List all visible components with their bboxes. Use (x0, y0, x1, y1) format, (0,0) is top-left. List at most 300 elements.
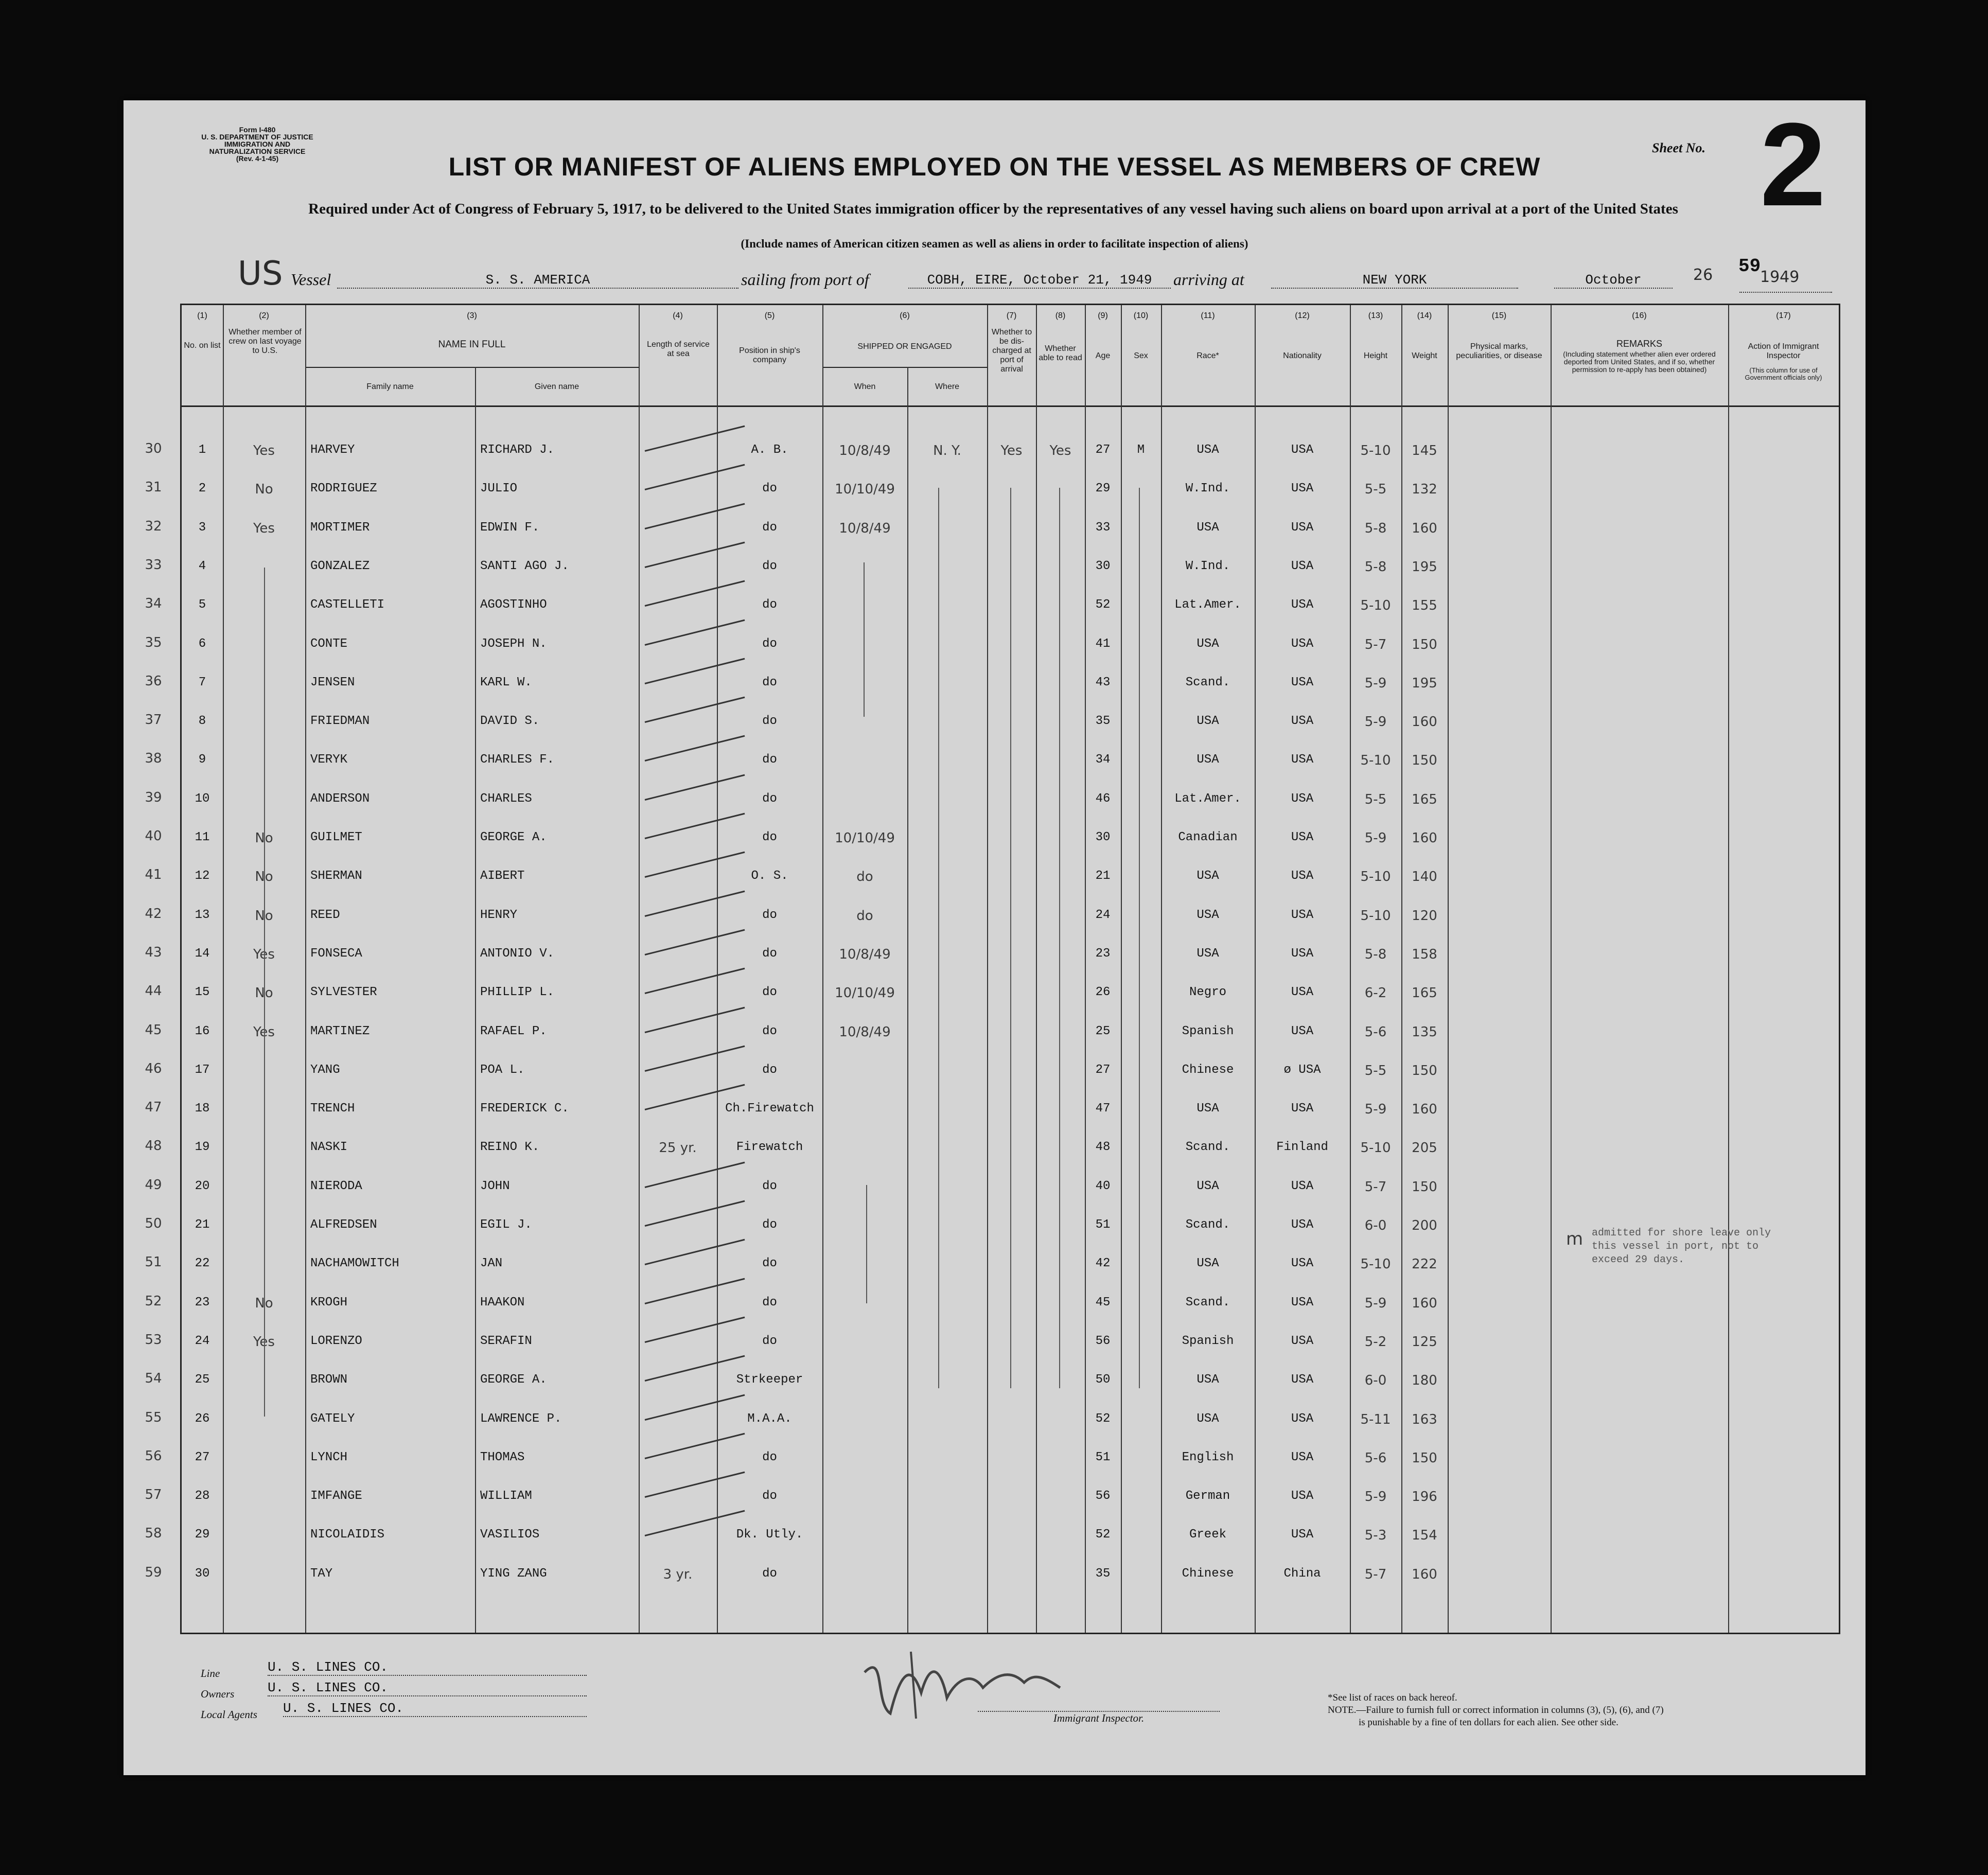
row-reference-number: 45 (145, 1022, 162, 1038)
cell-given: GEORGE A. (480, 830, 547, 844)
remarks-line-2: this vessel in port, not to (1592, 1241, 1759, 1252)
column-divider (639, 305, 640, 1633)
col-5-header: Position in ship's company (739, 346, 800, 364)
row-reference-number: 31 (145, 480, 162, 496)
cell-given: EDWIN F. (480, 520, 540, 535)
cell-given: RICHARD J. (480, 443, 555, 457)
cell-given: JOSEPH N. (480, 636, 547, 651)
cell-no: 6 (198, 636, 206, 651)
cell-height: 5-9 (1364, 1489, 1387, 1505)
cell-given: GEORGE A. (480, 1373, 547, 1387)
cell-nationality: USA (1291, 636, 1314, 651)
cell-height: 5-9 (1364, 830, 1387, 846)
line-label: Line (201, 1667, 220, 1679)
cell-weight: 195 (1412, 675, 1437, 691)
cell-family: LYNCH (310, 1450, 348, 1464)
cell-position: do (762, 830, 777, 844)
cell-position: Firewatch (736, 1140, 803, 1155)
cell-given: AIBERT (480, 869, 525, 883)
cell-nationality: USA (1291, 869, 1314, 883)
cell-weight: 150 (1412, 1063, 1437, 1078)
cell-race: W.Ind. (1185, 559, 1230, 573)
cell-position: do (762, 908, 777, 922)
row-reference-number: 41 (145, 867, 162, 883)
cell-nationality: USA (1291, 1528, 1314, 1542)
cell-no: 5 (198, 598, 206, 612)
cell-age: 50 (1095, 1373, 1111, 1387)
cell-family: FONSECA (310, 946, 362, 961)
cell-no: 7 (198, 675, 206, 689)
column-divider (822, 305, 823, 1633)
cell-given: CHARLES F. (480, 753, 555, 767)
cell-position: do (762, 598, 777, 612)
cell-position: A. B. (751, 443, 788, 457)
cell-weight: 196 (1412, 1489, 1437, 1505)
form-identifier: Form I-480 U. S. DEPARTMENT OF JUSTICE IMMIGRATION AND NATURALIZATION SERVICE (Rev. 4-1-45) (201, 126, 313, 163)
row-reference-number: 57 (145, 1487, 162, 1503)
cell-height: 6-2 (1364, 985, 1387, 1001)
column-divider (987, 305, 988, 1633)
cell-height: 5-10 (1360, 1140, 1391, 1156)
cell-nationality: USA (1291, 908, 1314, 922)
page-reference: 59 (1738, 256, 1761, 277)
arrival-port: NEW YORK (1271, 272, 1518, 289)
col-14-header: Weight (1412, 351, 1437, 360)
row-reference-number: 53 (145, 1332, 162, 1348)
cell-weight: 160 (1412, 1566, 1437, 1582)
cell-age: 34 (1095, 753, 1111, 767)
page-title: LIST OR MANIFEST OF ALIENS EMPLOYED ON THE VESSEL AS MEMBERS OF CREW (448, 152, 1541, 181)
cell-position: Dk. Utly. (736, 1528, 803, 1542)
note-line-2: is punishable by a fine of ten dollars for each alien. See other side. (1359, 1717, 1618, 1728)
cell-nationality: USA (1291, 1373, 1314, 1387)
cell-weight: 180 (1412, 1373, 1437, 1389)
cell-family: NICOLAIDIS (310, 1528, 385, 1542)
crew-table (145, 304, 1840, 1634)
cell-given: EGIL J. (480, 1218, 532, 1232)
cell-race: Scand. (1185, 1218, 1230, 1232)
cell-given: PHILLIP L. (480, 985, 555, 1000)
cell-no: 16 (195, 1024, 210, 1038)
cell-family: NASKI (310, 1140, 348, 1155)
cell-age: 52 (1095, 1411, 1111, 1426)
column-divider (223, 305, 224, 1633)
cell-height: 5-10 (1360, 443, 1391, 458)
col-2-header: Whether member of crew on last voyage to U.S. (228, 328, 302, 355)
cell-nationality: USA (1291, 559, 1314, 573)
cell-given: AGOSTINHO (480, 598, 547, 612)
cell-no: 8 (198, 714, 206, 729)
cell-nationality: USA (1291, 1411, 1314, 1426)
cell-given: WILLIAM (480, 1489, 532, 1503)
cell-last: Yes (253, 1024, 275, 1040)
cell-position: do (762, 791, 777, 806)
arrival-day: 26 (1693, 266, 1713, 284)
cell-race: English (1182, 1450, 1234, 1464)
cell-last: Yes (253, 520, 275, 536)
cell-nationality: USA (1291, 520, 1314, 535)
cell-no: 4 (198, 559, 206, 573)
col-13-header: Height (1363, 351, 1388, 360)
col-17-header: Action of Immigrant Inspector (1748, 342, 1819, 360)
col-12-number: (12) (1295, 311, 1310, 320)
cell-last: Yes (253, 946, 275, 962)
row-reference-number: 59 (145, 1564, 162, 1580)
cell-age: 52 (1095, 1528, 1111, 1542)
cell-position: do (762, 1566, 777, 1581)
cell-service: 3 yr. (663, 1566, 693, 1582)
col-11-number: (11) (1201, 311, 1215, 320)
cell-height: 5-9 (1364, 714, 1387, 730)
cell-age: 30 (1095, 830, 1111, 844)
cell-family: RODRIGUEZ (310, 482, 377, 496)
row-reference-number: 50 (145, 1216, 162, 1231)
cell-position: do (762, 559, 777, 573)
cell-given: KARL W. (480, 675, 532, 689)
col-9-header: Age (1095, 351, 1111, 360)
sheet-label: Sheet No. (1652, 140, 1705, 155)
col-17-subheader: (This column for use of Government officials only) (1745, 366, 1822, 381)
col-16-number: (16) (1632, 311, 1647, 320)
cell-nationality: USA (1291, 1257, 1314, 1271)
row-reference-number: 56 (145, 1448, 162, 1464)
row-reference-number: 58 (145, 1526, 162, 1542)
cell-nationality: USA (1291, 1218, 1314, 1232)
column-divider (1255, 305, 1256, 1633)
column-divider (1350, 305, 1351, 1633)
cell-position: do (762, 1179, 777, 1193)
cell-position: do (762, 636, 777, 651)
cell-no: 17 (195, 1063, 210, 1077)
arriving-label: arriving at (1173, 270, 1244, 289)
cell-given: DAVID S. (480, 714, 540, 729)
cell-height: 5-6 (1364, 1024, 1387, 1040)
cell-family: ALFREDSEN (310, 1218, 377, 1232)
cell-nationality: USA (1291, 675, 1314, 689)
cell-no: 9 (198, 753, 206, 767)
cell-race: Greek (1189, 1528, 1226, 1542)
cell-nationality: USA (1291, 1295, 1314, 1310)
cell-weight: 132 (1412, 482, 1437, 498)
cell-nationality: USA (1291, 1102, 1314, 1116)
cell-weight: 125 (1412, 1334, 1437, 1350)
cell-age: 29 (1095, 482, 1111, 496)
cell-height: 5-7 (1364, 636, 1387, 652)
cell-position: do (762, 1334, 777, 1348)
cell-last: No (255, 908, 273, 924)
cell-age: 27 (1095, 1063, 1111, 1077)
cell-weight: 154 (1412, 1528, 1437, 1544)
cell-weight: 145 (1412, 443, 1437, 458)
cell-height: 5-9 (1364, 1102, 1387, 1118)
cell-race: USA (1197, 946, 1219, 961)
cell-given: CHARLES (480, 791, 532, 806)
cell-family: GONZALEZ (310, 559, 370, 573)
col-11-header: Race* (1197, 351, 1219, 360)
cell-family: MORTIMER (310, 520, 370, 535)
cell-weight: 160 (1412, 1102, 1437, 1118)
cell-when: do (856, 869, 873, 885)
cell-sex: M (1137, 443, 1145, 457)
cell-weight: 200 (1412, 1218, 1437, 1233)
cell-weight: 150 (1412, 636, 1437, 652)
cell-age: 45 (1095, 1295, 1111, 1310)
shipped-header-divider (822, 367, 987, 368)
cell-weight: 160 (1412, 714, 1437, 730)
cell-position: do (762, 1218, 777, 1232)
column-divider (1401, 305, 1402, 1633)
cell-age: 21 (1095, 869, 1111, 883)
cell-position: do (762, 1063, 777, 1077)
row-reference-number: 34 (145, 596, 162, 612)
agents-label: Local Agents (201, 1708, 257, 1721)
cell-age: 27 (1095, 443, 1111, 457)
cell-no: 25 (195, 1373, 210, 1387)
vessel-name: S. S. AMERICA (337, 272, 738, 289)
cell-position: do (762, 946, 777, 961)
subtitle: Required under Act of Congress of February 5, 1917, to be delivered to the United States immigration officer by the representatives of any vessel having such aliens on board upon arrival at a port of the United States (308, 201, 1678, 217)
cell-last: No (255, 985, 273, 1001)
cell-nationality: China (1283, 1566, 1321, 1581)
cell-weight: 150 (1412, 1450, 1437, 1466)
cell-position: do (762, 1295, 777, 1310)
cell-last: Yes (253, 443, 275, 458)
cell-nationality: ø USA (1283, 1063, 1321, 1077)
cell-age: 48 (1095, 1140, 1111, 1155)
row-reference-number: 38 (145, 751, 162, 767)
cell-height: 5-8 (1364, 520, 1387, 536)
ditto-mark (1059, 488, 1060, 1388)
col-2-number: (2) (259, 311, 269, 320)
cell-no: 18 (195, 1102, 210, 1116)
cell-given: JULIO (480, 482, 518, 496)
cell-race: USA (1197, 714, 1219, 729)
col-4-header: Length of service at sea (647, 340, 710, 358)
cell-given: REINO K. (480, 1140, 540, 1155)
col-8-header: Whether able to read (1039, 344, 1082, 362)
cell-no: 29 (195, 1528, 210, 1542)
cell-family: TAY (310, 1566, 333, 1581)
cell-height: 5-10 (1360, 753, 1391, 769)
row-reference-number: 54 (145, 1371, 162, 1387)
cell-when: 10/8/49 (839, 1024, 891, 1040)
cell-weight: 160 (1412, 1295, 1437, 1311)
cell-last: No (255, 482, 273, 498)
cell-race: USA (1197, 520, 1219, 535)
owners-label: Owners (201, 1688, 235, 1700)
cell-height: 5-5 (1364, 1063, 1387, 1078)
col-4-number: (4) (673, 311, 683, 320)
us-mark: US (238, 255, 283, 293)
cell-height: 5-3 (1364, 1528, 1387, 1544)
column-divider (1036, 305, 1037, 1633)
cell-age: 56 (1095, 1489, 1111, 1503)
cell-weight: 120 (1412, 908, 1437, 924)
cell-race: Scand. (1185, 1140, 1230, 1155)
cell-race: USA (1197, 443, 1219, 457)
col-8-number: (8) (1055, 311, 1066, 320)
row-reference-number: 40 (145, 828, 162, 844)
cell-height: 5-7 (1364, 1179, 1387, 1195)
cell-when: 10/10/49 (835, 830, 895, 846)
cell-nationality: USA (1291, 598, 1314, 612)
cell-given: JAN (480, 1257, 503, 1271)
col-5-number: (5) (764, 311, 775, 320)
col-1-header: No. on list (184, 341, 221, 350)
cell-nationality: USA (1291, 1334, 1314, 1348)
cell-age: 52 (1095, 598, 1111, 612)
cell-when: 10/8/49 (839, 520, 891, 536)
cell-weight: 163 (1412, 1411, 1437, 1427)
cell-service: 25 yr. (659, 1140, 697, 1156)
row-reference-number: 49 (145, 1177, 162, 1193)
col-10-number: (10) (1133, 311, 1149, 320)
col-3-header: NAME IN FULL (438, 339, 506, 350)
cell-height: 5-5 (1364, 482, 1387, 498)
cell-position: O. S. (751, 869, 788, 883)
cell-age: 25 (1095, 1024, 1111, 1038)
cell-race: Lat.Amer. (1174, 791, 1241, 806)
remarks-line-3: exceed 29 days. (1592, 1254, 1685, 1266)
cell-age: 24 (1095, 908, 1111, 922)
ditto-mark (1139, 488, 1140, 1388)
cell-family: CONTE (310, 636, 348, 651)
cell-age: 41 (1095, 636, 1111, 651)
cell-family: LORENZO (310, 1334, 362, 1348)
cell-age: 23 (1095, 946, 1111, 961)
cell-race: Spanish (1182, 1334, 1234, 1348)
col-15-number: (15) (1491, 311, 1507, 320)
manifest-sheet (124, 100, 1866, 1775)
cell-family: KROGH (310, 1295, 348, 1310)
given-name-header: Given name (534, 382, 579, 391)
cell-height: 5-10 (1360, 1257, 1391, 1272)
cell-weight: 205 (1412, 1140, 1437, 1156)
cell-position: do (762, 1257, 777, 1271)
cell-position: do (762, 1489, 777, 1503)
col-17-number: (17) (1776, 311, 1791, 320)
cell-race: Chinese (1182, 1063, 1234, 1077)
cell-read: Yes (1049, 443, 1071, 458)
cell-nationality: USA (1291, 985, 1314, 1000)
cell-nationality: USA (1291, 830, 1314, 844)
cell-given: HAAKON (480, 1295, 525, 1310)
col-14-number: (14) (1417, 311, 1432, 320)
note-line-1: NOTE.—Failure to furnish full or correct information in columns (3), (5), (6), and (7) (1328, 1705, 1664, 1715)
vessel-label: Vessel (291, 270, 331, 289)
cell-given: HENRY (480, 908, 518, 922)
races-note: *See list of races on back hereof. (1328, 1692, 1457, 1703)
cell-no: 3 (198, 520, 206, 535)
row-reference-number: 35 (145, 634, 162, 650)
column-divider (1728, 305, 1729, 1633)
cell-race: Canadian (1178, 830, 1238, 844)
cell-no: 2 (198, 482, 206, 496)
row-reference-number: 46 (145, 1060, 162, 1076)
cell-race: Scand. (1185, 675, 1230, 689)
cell-family: FRIEDMAN (310, 714, 370, 729)
cell-no: 12 (195, 869, 210, 883)
cell-height: 5-7 (1364, 1566, 1387, 1582)
cell-given: JOHN (480, 1179, 510, 1193)
cell-nationality: USA (1291, 714, 1314, 729)
agents-value: U. S. LINES CO. (283, 1701, 587, 1717)
cell-age: 43 (1095, 675, 1111, 689)
cell-position: do (762, 675, 777, 689)
cell-no: 14 (195, 946, 210, 961)
cell-race: USA (1197, 636, 1219, 651)
cell-no: 24 (195, 1334, 210, 1348)
cell-given: SANTI AGO J. (480, 559, 569, 573)
cell-family: MARTINEZ (310, 1024, 370, 1038)
cell-where: N. Y. (933, 443, 961, 458)
departure-port: COBH, EIRE, October 21, 1949 (908, 272, 1171, 289)
cell-given: LAWRENCE P. (480, 1411, 562, 1426)
col-6-header: SHIPPED OR ENGAGED (857, 342, 952, 351)
row-reference-number: 55 (145, 1409, 162, 1425)
cell-age: 26 (1095, 985, 1111, 1000)
owners-value: U. S. LINES CO. (268, 1680, 587, 1696)
column-divider (1161, 305, 1162, 1633)
cell-position: do (762, 985, 777, 1000)
col-13-number: (13) (1368, 311, 1383, 320)
cell-no: 30 (195, 1566, 210, 1581)
cell-age: 51 (1095, 1218, 1111, 1232)
cell-family: GATELY (310, 1411, 355, 1426)
cell-no: 23 (195, 1295, 210, 1310)
cell-nationality: USA (1291, 1450, 1314, 1464)
cell-nationality: USA (1291, 443, 1314, 457)
row-reference-number: 51 (145, 1254, 162, 1270)
column-divider (1551, 305, 1552, 1633)
cell-age: 51 (1095, 1450, 1111, 1464)
cell-position: do (762, 1024, 777, 1038)
cell-height: 5-8 (1364, 946, 1387, 962)
cell-race: Lat.Amer. (1174, 598, 1241, 612)
cell-height: 6-0 (1364, 1218, 1387, 1233)
cell-position: do (762, 482, 777, 496)
row-reference-number: 47 (145, 1100, 162, 1116)
header-divider (182, 405, 1839, 407)
row-reference-number: 42 (145, 906, 162, 922)
remarks-line-1: admitted for shore leave only (1592, 1227, 1771, 1239)
cell-last: No (255, 869, 273, 885)
column-divider (907, 367, 908, 1633)
cell-height: 5-6 (1364, 1450, 1387, 1466)
col-6-number: (6) (900, 311, 910, 320)
cell-no: 19 (195, 1140, 210, 1155)
row-reference-number: 33 (145, 557, 162, 573)
cell-family: REED (310, 908, 340, 922)
arrival-year: 1949 (1760, 268, 1800, 286)
cell-no: 22 (195, 1257, 210, 1271)
cell-no: 20 (195, 1179, 210, 1193)
cell-given: POA L. (480, 1063, 525, 1077)
row-reference-number: 32 (145, 518, 162, 534)
date-underline (1739, 292, 1832, 293)
cell-height: 5-10 (1360, 869, 1391, 885)
sailing-label: sailing from port of (741, 270, 869, 289)
column-divider (1448, 305, 1449, 1633)
cell-race: Chinese (1182, 1566, 1234, 1581)
cell-family: VERYK (310, 753, 348, 767)
row-reference-number: 30 (145, 441, 162, 456)
ditto-mark (1010, 488, 1011, 1388)
cell-weight: 165 (1412, 791, 1437, 807)
cell-discharged: Yes (1000, 443, 1023, 458)
cell-height: 5-2 (1364, 1334, 1387, 1350)
inspector-label: Immigrant Inspector. (978, 1711, 1220, 1725)
